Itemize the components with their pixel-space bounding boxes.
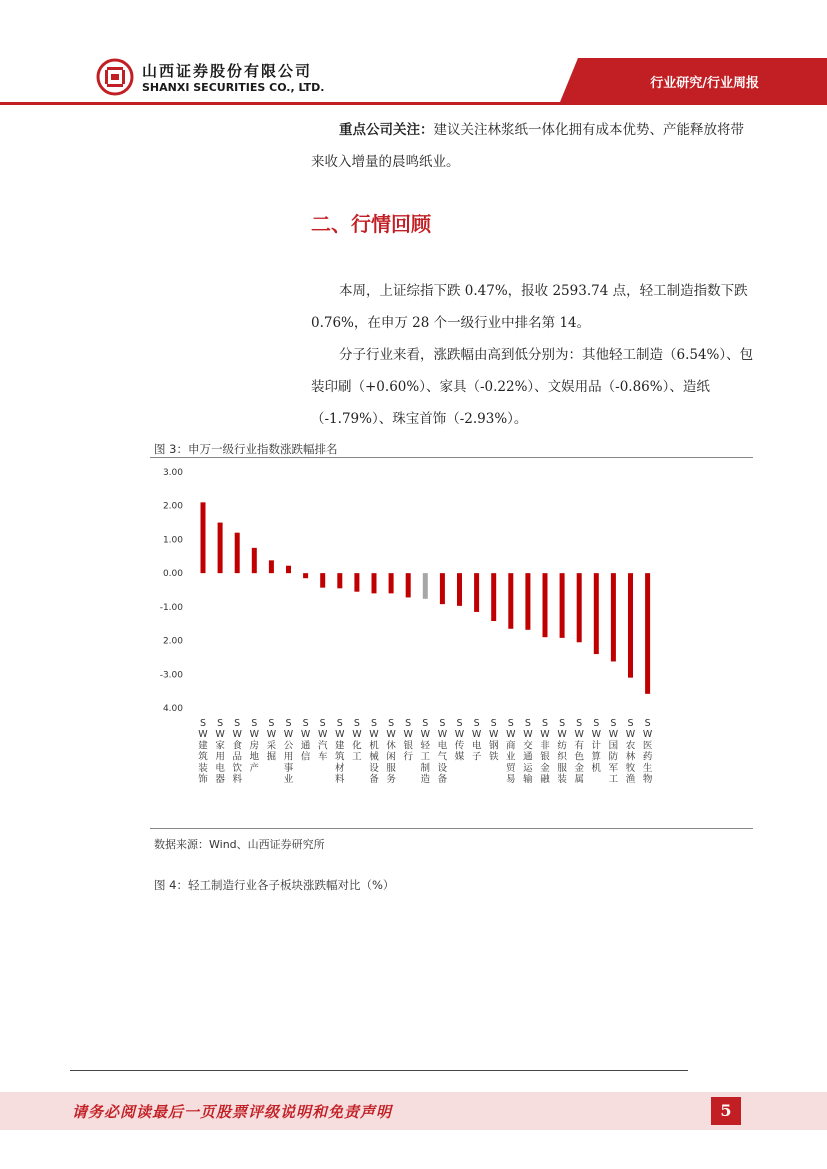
chart-bar (389, 573, 394, 593)
x-tick-label: S W 公用事业 (283, 718, 294, 785)
y-tick-label: 1.00 (162, 535, 183, 546)
chart-bar (645, 573, 650, 694)
focus-label: 重点公司关注： (339, 122, 434, 138)
x-tick-label: S W 机械设备 (369, 718, 379, 785)
chart-bar (611, 573, 616, 661)
report-type-tag: 行业研究/行业周报 (650, 76, 759, 91)
x-tick-label: S W 建筑材料 (335, 718, 345, 785)
chart-bar (303, 573, 308, 578)
chart-bar (252, 548, 257, 573)
chart-bar (628, 573, 633, 678)
chart-bar (235, 533, 240, 573)
y-tick-label: 2.00 (162, 636, 183, 647)
y-tick-label: 0.00 (162, 569, 183, 580)
chart-bar (577, 573, 582, 642)
x-tick-label: S W 医药生物 (642, 718, 653, 785)
y-tick-label: 4.00 (162, 704, 183, 714)
x-tick-label: S W 汽车 (317, 718, 328, 763)
chart-bar (423, 573, 428, 599)
y-tick-label: 3.00 (162, 468, 183, 478)
chart-bar (269, 560, 274, 573)
chart-bar (354, 573, 359, 592)
x-tick-label: S W 计算机 (591, 718, 602, 774)
x-tick-label: S W 建筑装饰 (198, 718, 208, 785)
figure3-source: 数据来源：Wind、山西证券研究所 (154, 838, 325, 851)
x-tick-label: S W 轻工制造 (420, 718, 431, 785)
chart-bar (543, 573, 548, 637)
x-tick-label: S W 有色金属 (574, 718, 584, 785)
company-name-en: SHANXI SECURITIES CO., LTD. (142, 81, 325, 94)
focus-text: 建议关注林浆纸一体化拥有成本优势、产能释放将带来收入增量的晨鸣纸业。 (311, 122, 744, 170)
chart-bar (440, 573, 445, 604)
paragraph-subsectors-text: 分子行业来看，涨跌幅由高到低分别为：其他轻工制造（6.54%）、包装印刷（+0.60%）、家具（-0.22%）、文娱用品（-0.86%）、造纸（-1.79%）、珠宝首饰（-2.93%）。 (311, 347, 754, 427)
x-tick-label: S W 家用电器 (215, 718, 225, 785)
company-logo-icon (96, 58, 134, 96)
chart-bar (320, 573, 325, 587)
chart-bar (372, 573, 377, 593)
x-tick-label: S W 纺织服装 (557, 718, 567, 785)
y-tick-label: -3.00 (159, 670, 183, 681)
x-tick-label: S W 电气设备 (437, 718, 448, 785)
figure3-top-rule (150, 457, 753, 458)
chart-bar (474, 573, 479, 612)
chart-bar (560, 573, 565, 638)
company-name-cn: 山西证券股份有限公司 (142, 62, 313, 80)
footer-rule (70, 1070, 688, 1071)
chart-bar (406, 573, 411, 597)
page-header (0, 0, 827, 110)
chart-bar (286, 566, 291, 573)
chart-bar (594, 573, 599, 654)
x-tick-label: S W 商业贸易 (506, 718, 516, 785)
paragraph-market-text: 本周，上证综指下跌 0.47%，报收 2593.74 点，轻工制造指数下跌 0.76%，在申万 28 个一级行业中排名第 14。 (311, 283, 748, 331)
x-tick-label: S W 银行 (403, 718, 413, 763)
x-tick-label: S W 电子 (471, 718, 482, 763)
chart-bar (491, 573, 496, 621)
x-tick-label: S W 食品饮料 (232, 718, 242, 785)
paragraph-market (311, 275, 756, 339)
x-tick-label: S W 国防军工 (608, 718, 619, 785)
x-tick-label: S W 采掘 (266, 718, 277, 763)
figure3-caption: 图 3：申万一级行业指数涨跌幅排名 (154, 442, 338, 456)
paragraph-subsectors (311, 339, 756, 435)
x-tick-label: S W 房地产 (249, 718, 260, 774)
chart-bar (525, 573, 530, 630)
header-rule (0, 102, 827, 105)
chart-bar (508, 573, 513, 629)
chart-bar (218, 523, 223, 574)
x-tick-label: S W 休闲服务 (386, 718, 396, 785)
industry-ranking-chart (150, 460, 750, 830)
focus-paragraph (311, 114, 756, 178)
chart-bar (337, 573, 342, 588)
chart-bar (457, 573, 462, 606)
x-tick-label: S W 传媒 (454, 718, 465, 763)
x-tick-label: S W 非银金融 (540, 718, 550, 785)
chart-bar (201, 502, 206, 573)
figure4-caption: 图 4：轻工制造行业各子板块涨跌幅对比（%） (154, 878, 395, 892)
footer-disclaimer: 请务必阅读最后一页股票评级说明和免责声明 (72, 1103, 393, 1121)
x-tick-label: S W 化工 (352, 718, 362, 763)
section-title: 二、行情回顾 (311, 212, 431, 236)
y-tick-label: 2.00 (162, 501, 183, 512)
x-tick-label: S W 农林牧渔 (625, 718, 636, 785)
figure3-bottom-rule (150, 828, 753, 829)
x-tick-label: S W 交通运输 (523, 718, 533, 785)
x-tick-label: S W 钢铁 (488, 718, 499, 763)
page-number: 5 (711, 1097, 741, 1125)
y-tick-label: -1.00 (159, 602, 183, 613)
x-tick-label: S W 通信 (300, 718, 311, 763)
